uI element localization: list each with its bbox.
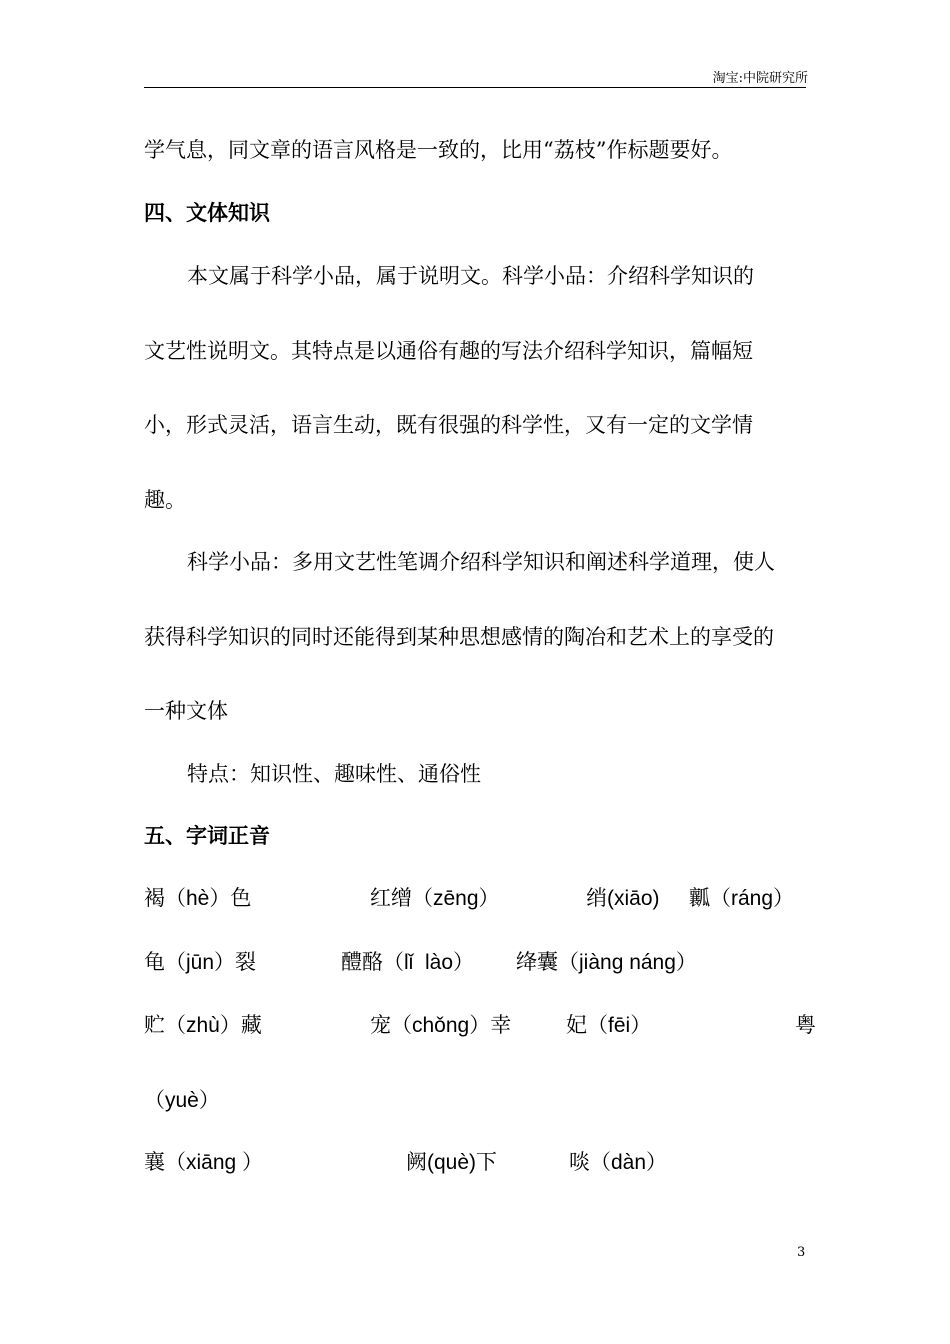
word-entry xyxy=(406,1148,497,1177)
word-pinyin: zhù xyxy=(186,1014,220,1037)
word-chars: ） xyxy=(773,886,795,910)
word-entry xyxy=(370,1011,511,1040)
word-chars: ） xyxy=(242,1150,264,1174)
word-pinyin: chǒng xyxy=(412,1014,470,1037)
word-chars: 醴酪（ xyxy=(341,950,404,974)
word-entry xyxy=(689,884,794,913)
word-entry xyxy=(144,884,251,913)
paragraph-features: 特点：知识性、趣味性、通俗性 xyxy=(187,762,481,786)
paragraph-line: 趣。 xyxy=(144,488,186,512)
word-pinyin: dàn xyxy=(611,1151,647,1174)
section-heading-pronunciation: 五、字词正音 xyxy=(144,823,270,848)
word-chars: 褐（ xyxy=(144,886,186,910)
paragraph-line: 文艺性说明文。其特点是以通俗有趣的写法介绍科学知识，篇幅短 xyxy=(144,339,753,363)
paragraph-line: 本文属于科学小品，属于说明文。科学小品：介绍科学知识的 xyxy=(187,264,754,288)
paragraph-line: 科学小品：多用文艺性笔调介绍科学知识和阐述科学道理，使人 xyxy=(187,550,775,574)
word-pinyin: (què) xyxy=(427,1151,477,1174)
word-chars: ） xyxy=(675,950,697,974)
word-entry xyxy=(144,948,256,977)
word-chars: 啖（ xyxy=(569,1150,611,1174)
word-chars: ） xyxy=(198,1088,220,1112)
word-entry xyxy=(341,948,474,977)
word-chars: 下 xyxy=(476,1150,498,1174)
word-pinyin: ráng xyxy=(731,887,774,910)
word-entry xyxy=(370,884,500,913)
paragraph-line: 小，形式灵活，语言生动，既有很强的科学性，又有一定的文学情 xyxy=(144,413,753,437)
word-pinyin: fēi xyxy=(608,1014,631,1037)
word-entry xyxy=(516,948,697,977)
word-pinyin: lǐ lào xyxy=(404,951,454,974)
paragraph-line: 一种文体 xyxy=(144,699,228,723)
word-pinyin: jiàng náng xyxy=(579,951,676,974)
word-chars: ） xyxy=(646,1150,668,1174)
header-divider xyxy=(144,87,806,88)
word-entry xyxy=(144,1086,220,1115)
paragraph-continuation: 学气息，同文章的语言风格是一致的，比用“荔枝”作标题要好。 xyxy=(144,138,733,162)
word-chars: （ xyxy=(144,1088,165,1112)
word-pinyin: xiāng xyxy=(186,1151,243,1174)
word-entry xyxy=(144,1148,263,1177)
word-pinyin: yuè xyxy=(165,1089,199,1112)
word-chars: 绛囊（ xyxy=(516,950,579,974)
word-chars: 襄（ xyxy=(144,1150,186,1174)
word-chars: ）色 xyxy=(209,886,252,910)
word-pinyin: zēng xyxy=(433,887,479,910)
paragraph-line: 获得科学知识的同时还能得到某种思想感情的陶冶和艺术上的享受的 xyxy=(144,625,774,649)
word-chars: 贮（ xyxy=(144,1013,186,1037)
section-heading-genre: 四、文体知识 xyxy=(144,200,270,225)
word-chars: 粤 xyxy=(795,1013,816,1037)
word-chars: 龟（ xyxy=(144,950,186,974)
word-pinyin: (xiāo) xyxy=(607,887,660,910)
word-entry xyxy=(569,1148,667,1177)
word-chars: ）藏 xyxy=(219,1013,262,1037)
word-chars: ）幸 xyxy=(469,1013,512,1037)
word-entry xyxy=(144,1011,262,1040)
word-entry xyxy=(586,884,660,913)
page-number: 3 xyxy=(797,1245,806,1260)
word-entry xyxy=(795,1011,816,1040)
word-chars: 妃（ xyxy=(566,1013,608,1037)
word-chars: 红缯（ xyxy=(370,886,433,910)
word-chars: ） xyxy=(630,1013,652,1037)
word-chars: 瓤（ xyxy=(689,886,731,910)
word-chars: ） xyxy=(478,886,500,910)
word-chars: ）裂 xyxy=(214,950,257,974)
word-chars: ） xyxy=(453,950,475,974)
word-entry xyxy=(566,1011,651,1040)
word-pinyin: jūn xyxy=(186,951,215,974)
page-header-text: 淘宝:中院研究所 xyxy=(712,71,808,86)
word-chars: 绡 xyxy=(586,886,607,910)
word-chars: 宠（ xyxy=(370,1013,412,1037)
word-chars: 阙 xyxy=(406,1150,427,1174)
word-pinyin: hè xyxy=(186,887,210,910)
